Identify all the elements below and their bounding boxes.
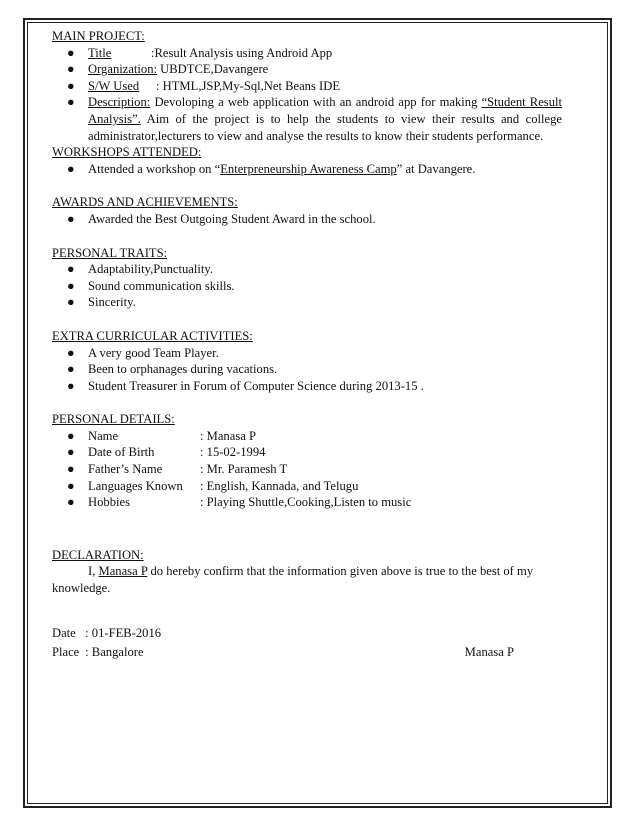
bullet-icon: ● (67, 78, 75, 93)
extra-text: A very good Team Player. (88, 345, 219, 360)
personal-row (52, 428, 562, 445)
bullet-icon: ● (67, 345, 75, 360)
project-title-label: Title (88, 45, 112, 60)
bullet-icon: ● (67, 478, 75, 493)
bullet-icon: ● (67, 378, 75, 393)
trait-item (52, 261, 562, 278)
place-value: Bangalore (91, 645, 144, 660)
declaration-pre: I, (88, 564, 99, 579)
workshop-name: Enterpreneurship Awareness Camp (220, 161, 397, 176)
extra-item (52, 345, 562, 362)
trait-item (52, 278, 562, 295)
traits-section (52, 245, 562, 311)
personal-label: Hobbies (88, 495, 130, 510)
personal-label: Name (88, 428, 119, 443)
declaration-name: Manasa P (98, 564, 148, 579)
project-sw-value: HTML,JSP,My-Sql,Net Beans IDE (159, 78, 341, 93)
bullet-icon: ● (67, 278, 75, 293)
workshops-heading: WORKSHOPS ATTENDED: (52, 145, 202, 160)
bullet-icon: ● (67, 62, 75, 77)
project-title-item (52, 45, 562, 62)
resume-content (52, 28, 562, 661)
declaration-heading: DECLARATION: (52, 547, 144, 562)
signature-name: Manasa P (464, 645, 514, 660)
workshop-item (52, 161, 562, 178)
award-text: Awarded the Best Outgoing Student Award in the school. (88, 211, 376, 226)
place-left (52, 644, 144, 661)
date-sep: : (82, 625, 92, 640)
personal-row (52, 494, 562, 511)
bullet-icon: ● (67, 45, 75, 60)
bullet-icon: ● (67, 362, 75, 377)
project-org-label: Organization: (88, 62, 158, 77)
project-title-sep: : (151, 45, 155, 60)
personal-label: Date of Birth (88, 445, 155, 460)
declaration-text (52, 563, 562, 596)
bullet-icon: ● (67, 495, 75, 510)
awards-section (52, 194, 562, 227)
workshop-post: ” at Davangere. (396, 161, 476, 176)
project-desc-pre: Devoloping a web application with an android app for making (150, 95, 482, 110)
extra-item (52, 361, 562, 378)
extra-heading: EXTRA CURRICULAR ACTIVITIES: (52, 328, 253, 343)
workshop-pre: Attended a workshop on “ (88, 161, 221, 176)
personal-row (52, 444, 562, 461)
award-item (52, 211, 562, 228)
traits-heading: PERSONAL TRAITS: (52, 245, 168, 260)
project-sw-item (52, 78, 562, 95)
personal-label: Languages Known (88, 478, 183, 493)
main-project-section (52, 28, 562, 144)
place-label: Place (52, 645, 80, 660)
trait-text: Sound communication skills. (88, 278, 235, 293)
extra-text: Been to orphanages during vacations. (88, 362, 278, 377)
awards-heading: AWARDS AND ACHIEVEMENTS: (52, 195, 238, 210)
project-org-item (52, 61, 562, 78)
declaration-section (52, 547, 562, 597)
trait-text: Sincerity. (88, 295, 136, 310)
bullet-icon: ● (67, 161, 75, 176)
personal-row (52, 461, 562, 478)
extra-section (52, 328, 562, 394)
extra-item (52, 378, 562, 395)
workshops-section (52, 144, 562, 177)
extra-text: Student Treasurer in Forum of Computer Science during 2013-15 . (88, 378, 424, 393)
project-desc-label: Description: (88, 95, 151, 110)
project-desc-item (52, 94, 562, 144)
date-value: 01-FEB-2016 (91, 625, 162, 640)
bullet-icon: ● (67, 462, 75, 477)
project-org-value: UBDTCE,Davangere (157, 62, 269, 77)
bullet-icon: ● (67, 445, 75, 460)
project-sw-label: S/W Used (88, 78, 140, 93)
bullet-icon: ● (67, 211, 75, 226)
declaration-post: do hereby confirm that the information given above is true to the best of my knowledge. (52, 564, 534, 596)
place-row (52, 644, 562, 661)
bullet-icon: ● (67, 95, 75, 110)
place-sep: : (82, 645, 92, 660)
trait-item (52, 294, 562, 311)
project-title-value: Result Analysis using Android App (154, 45, 333, 60)
main-project-heading: MAIN PROJECT: (52, 29, 145, 43)
personal-section (52, 411, 562, 511)
project-desc-quote: “Student Result Analysis”. (88, 95, 562, 126)
date-label: Date (52, 625, 76, 640)
date-place-block (52, 625, 562, 661)
bullet-icon: ● (67, 295, 75, 310)
project-sw-sep: : (156, 78, 160, 93)
bullet-icon: ● (67, 428, 75, 443)
personal-heading: PERSONAL DETAILS: (52, 412, 175, 427)
personal-value: : Manasa P (200, 428, 256, 443)
personal-row (52, 478, 562, 495)
personal-value: : 15-02-1994 (200, 445, 266, 460)
personal-value: : Mr. Paramesh T (200, 462, 288, 477)
date-row (52, 625, 562, 642)
personal-label: Father’s Name (88, 462, 163, 477)
bullet-icon: ● (67, 262, 75, 277)
personal-value: : English, Kannada, and Telugu (200, 478, 359, 493)
personal-value: : Playing Shuttle,Cooking,Listen to music (200, 495, 412, 510)
project-desc-post: Aim of the project is to help the students to view their results and college administrator,lecturers to view and analyse the results to know their students performance. (88, 111, 562, 143)
trait-text: Adaptability,Punctuality. (88, 262, 213, 277)
